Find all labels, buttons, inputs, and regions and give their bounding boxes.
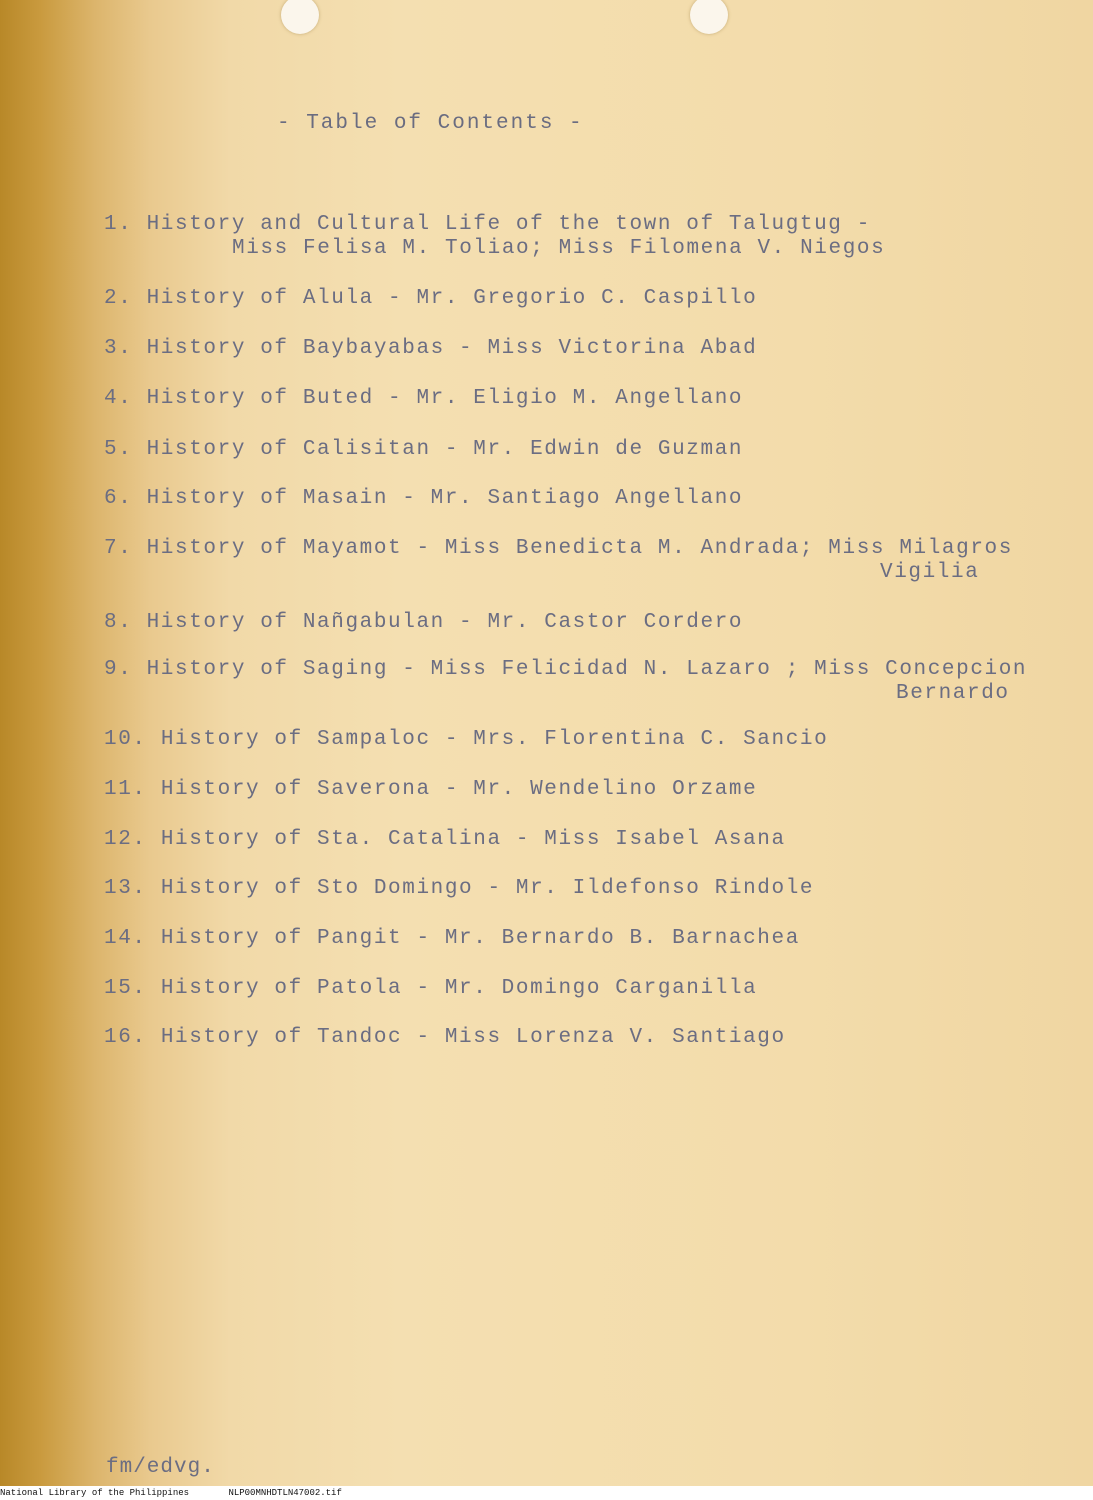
- entry-number: 8.: [104, 611, 133, 634]
- toc-entry: [104, 728, 828, 752]
- entry-number: 11.: [104, 778, 147, 801]
- entry-text: History of Saging - Miss Felicidad N. Lazaro ; Miss Concepcion: [146, 658, 1028, 681]
- entry-text: History of Masain - Mr. Santiago Angellano: [146, 487, 744, 510]
- toc-entry: [104, 658, 1027, 706]
- entry-text: History of Tandoc - Miss Lorenza V. Santiago: [160, 1026, 786, 1049]
- entry-number: 10.: [104, 728, 147, 751]
- entry-text: History of Calisitan - Mr. Edwin de Guzman: [146, 438, 744, 461]
- entry-text: History of Pangit - Mr. Bernardo B. Barnachea: [160, 927, 800, 950]
- entry-number: 16.: [104, 1026, 147, 1049]
- entry-number: 3.: [104, 337, 133, 360]
- toc-entry: [104, 337, 757, 361]
- entry-continuation: Miss Felisa M. Toliao; Miss Filomena V. Niegos: [232, 237, 886, 260]
- entry-text: History of Alula - Mr. Gregorio C. Caspillo: [146, 287, 758, 310]
- entry-number: 7.: [104, 537, 133, 560]
- toc-entry: [104, 537, 1013, 585]
- entry-continuation: Vigilia: [880, 561, 980, 584]
- entry-number: 1.: [104, 213, 133, 236]
- toc-entry: [104, 927, 800, 951]
- toc-entry: [104, 778, 757, 802]
- archive-footer: [0, 1486, 1093, 1500]
- entry-continuation: Bernardo: [896, 682, 1010, 705]
- entry-number: 12.: [104, 828, 147, 851]
- file-name: NLP00MNHDTLN47002.tif: [228, 1488, 342, 1498]
- toc-entry: [104, 438, 743, 462]
- entry-number: 4.: [104, 387, 133, 410]
- entry-text: History of Baybayabas - Miss Victorina Abad: [146, 337, 758, 360]
- entry-text: History of Nañgabulan - Mr. Castor Cordero: [146, 611, 744, 634]
- toc-entry: [104, 828, 786, 852]
- library-name: National Library of the Philippines: [0, 1488, 190, 1498]
- toc-entry: [104, 387, 743, 411]
- entry-text: History and Cultural Life of the town of Talugtug -: [146, 213, 871, 236]
- entry-number: 14.: [104, 927, 147, 950]
- toc-entry: [104, 213, 885, 261]
- page-title: - Table of Contents -: [277, 112, 584, 135]
- entry-number: 5.: [104, 438, 133, 461]
- entry-text: History of Mayamot - Miss Benedicta M. Andrada; Miss Milagros: [146, 537, 1013, 560]
- typist-initials: fm/edvg.: [106, 1456, 215, 1479]
- entry-text: History of Sampaloc - Mrs. Florentina C. Sancio: [160, 728, 829, 751]
- toc-entry: [104, 877, 814, 901]
- entry-number: 15.: [104, 977, 147, 1000]
- entry-text: History of Sto Domingo - Mr. Ildefonso Rindole: [160, 877, 815, 900]
- entry-text: History of Sta. Catalina - Miss Isabel Asana: [160, 828, 786, 851]
- entry-number: 2.: [104, 287, 133, 310]
- entry-text: History of Patola - Mr. Domingo Carganilla: [160, 977, 758, 1000]
- entry-number: 6.: [104, 487, 133, 510]
- toc-entry: [104, 1026, 786, 1050]
- entry-text: History of Buted - Mr. Eligio M. Angellano: [146, 387, 744, 410]
- entry-number: 9.: [104, 658, 133, 681]
- toc-entry: [104, 611, 743, 635]
- entry-number: 13.: [104, 877, 147, 900]
- toc-entry: [104, 977, 757, 1001]
- toc-entry: [104, 287, 757, 311]
- entry-text: History of Saverona - Mr. Wendelino Orzame: [160, 778, 758, 801]
- toc-entry: [104, 487, 743, 511]
